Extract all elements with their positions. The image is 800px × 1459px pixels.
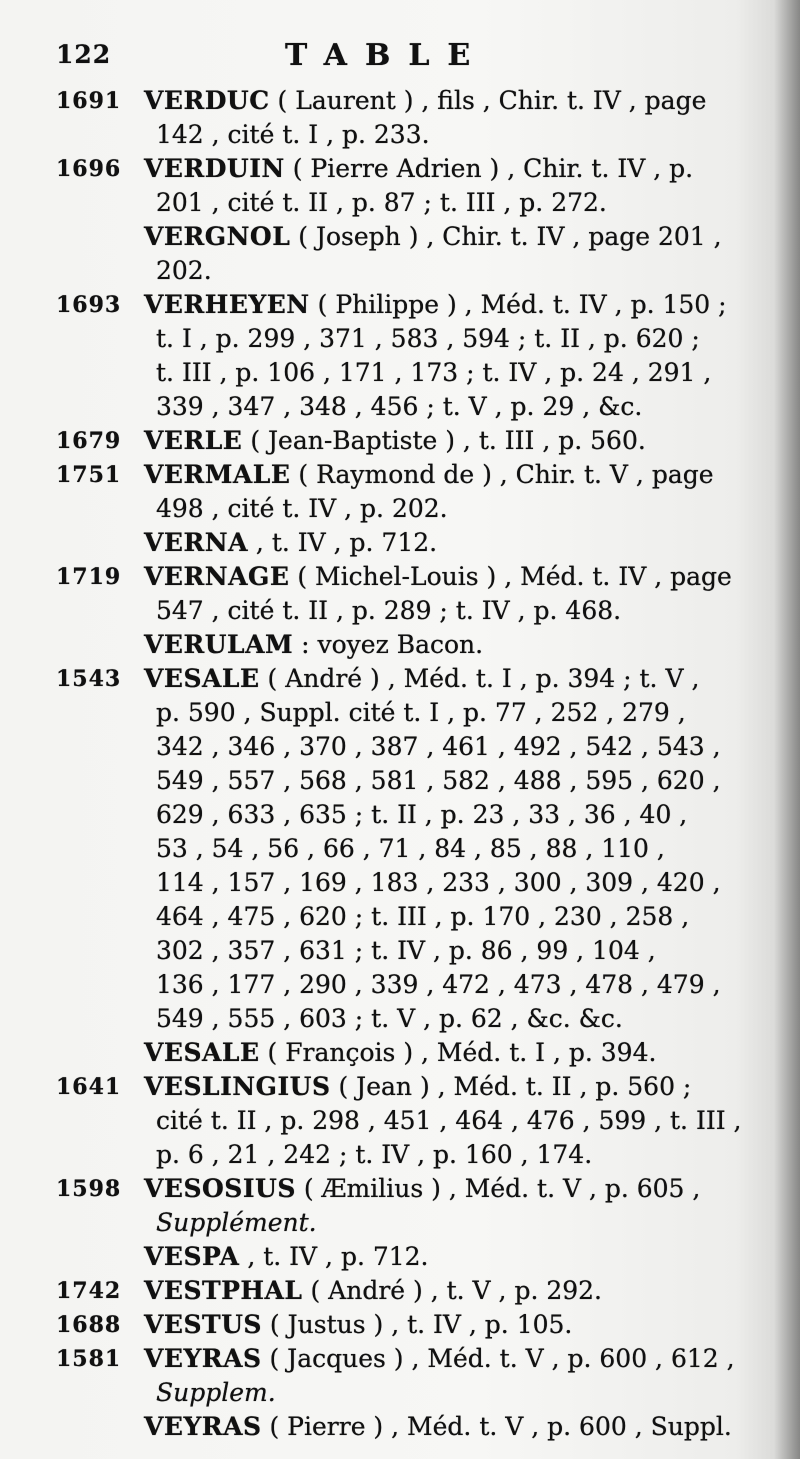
entry-line: [0, 662, 800, 696]
entry-name: VESPA: [144, 1242, 240, 1271]
entry-continuation: 201 , cité t. II , p. 87 ; t. III , p. 272.: [156, 188, 607, 217]
entry-year: 1641: [56, 1074, 122, 1100]
entry-first-line: [144, 288, 727, 322]
entry-continuation: 629 , 633 , 635 ; t. II , p. 23 , 33 , 36 , 40 ,: [156, 800, 688, 829]
entry-name: VERULAM: [144, 630, 294, 659]
entry-text: , t. IV , p. 712.: [247, 528, 438, 557]
index-entry: [0, 152, 800, 220]
entry-line: [0, 1240, 800, 1274]
entry-continuation: 549 , 555 , 603 ; t. V , p. 62 , &c. &c.: [156, 1004, 623, 1033]
entry-text: ( Pierre Adrien ) , Chir. t. IV , p.: [284, 154, 694, 183]
entry-line: [0, 1308, 800, 1342]
entry-continuation: 53 , 54 , 56 , 66 , 71 , 84 , 85 , 88 , 110 ,: [156, 834, 665, 863]
entry-line: [0, 356, 800, 390]
entry-name: VEYRAS: [144, 1412, 262, 1441]
entry-line: [0, 1070, 800, 1104]
entry-name: VERDUC: [144, 86, 270, 115]
entry-line: [0, 900, 800, 934]
entry-first-line: [144, 526, 437, 560]
entry-line: [0, 696, 800, 730]
entry-text: ( André ) , t. V , p. 292.: [302, 1276, 603, 1305]
entry-year: 1696: [56, 156, 122, 182]
entry-name: VERDUIN: [144, 154, 285, 183]
entry-year: 1688: [56, 1312, 122, 1338]
entry-name: VERLE: [144, 426, 243, 455]
entry-year: 1719: [56, 564, 122, 590]
entry-name: VESTPHAL: [144, 1276, 303, 1305]
index-entry: [0, 1070, 800, 1172]
entry-year: 1598: [56, 1176, 122, 1202]
entry-text: ( François ) , Méd. t. I , p. 394.: [259, 1038, 657, 1067]
entry-line: [0, 1410, 800, 1444]
entry-text: ( André ) , Méd. t. I , p. 394 ; t. V ,: [259, 664, 700, 693]
index-entry: [0, 220, 800, 288]
entry-line: [0, 1274, 800, 1308]
entry-continuation: 136 , 177 , 290 , 339 , 472 , 473 , 478 , 479 ,: [156, 970, 721, 999]
entry-line: [0, 1002, 800, 1036]
index-entry: [0, 288, 800, 424]
page-number: 122: [56, 40, 112, 69]
entry-name: VERMALE: [144, 460, 291, 489]
index-entry: [0, 424, 800, 458]
entry-first-line: [144, 424, 646, 458]
entry-continuation: 464 , 475 , 620 ; t. III , p. 170 , 230 , 258 ,: [156, 902, 690, 931]
index-entry: [0, 560, 800, 628]
entry-name: VERHEYEN: [144, 290, 310, 319]
entry-text: ( Æmilius ) , Méd. t. V , p. 605 ,: [295, 1174, 701, 1203]
index-entries: [0, 84, 800, 1444]
entry-name: VESALE: [144, 1038, 260, 1067]
entry-continuation: 339 , 347 , 348 , 456 ; t. V , p. 29 , &c.: [156, 392, 643, 421]
entry-continuation: 114 , 157 , 169 , 183 , 233 , 300 , 309 , 420 ,: [156, 868, 721, 897]
entry-text: ( Pierre ) , Méd. t. V , p. 600 , Suppl.: [261, 1412, 732, 1441]
entry-line: [0, 152, 800, 186]
entry-line: [0, 254, 800, 288]
entry-line: [0, 322, 800, 356]
entry-first-line: [144, 1172, 700, 1206]
entry-first-line: [144, 662, 699, 696]
entry-continuation: p. 590 , Suppl. cité t. I , p. 77 , 252 , 279 ,: [156, 698, 686, 727]
entry-name: VERNAGE: [144, 562, 290, 591]
entry-continuation: t. I , p. 299 , 371 , 583 , 594 ; t. II , p. 620 ;: [156, 324, 700, 353]
entry-line: [0, 730, 800, 764]
index-entry: [0, 84, 800, 152]
entry-line: [0, 628, 800, 662]
entry-continuation: Supplément.: [156, 1208, 317, 1237]
entry-line: [0, 1138, 800, 1172]
index-entry: [0, 458, 800, 526]
entry-first-line: [144, 152, 693, 186]
entry-year: 1751: [56, 462, 122, 488]
entry-continuation: 202.: [156, 256, 212, 285]
entry-first-line: [144, 1240, 429, 1274]
index-entry: [0, 628, 800, 662]
entry-line: [0, 560, 800, 594]
entry-continuation: t. III , p. 106 , 171 , 173 ; t. IV , p. 24 , 291 ,: [156, 358, 712, 387]
entry-line: [0, 84, 800, 118]
entry-name: VESTUS: [144, 1310, 262, 1339]
entry-line: [0, 968, 800, 1002]
entry-line: [0, 1342, 800, 1376]
entry-name: VESALE: [144, 664, 260, 693]
index-entry: [0, 1308, 800, 1342]
entry-text: ( Philippe ) , Méd. t. IV , p. 150 ;: [309, 290, 727, 319]
entry-text: : voyez Bacon.: [293, 630, 484, 659]
entry-line: [0, 220, 800, 254]
entry-first-line: [144, 1036, 656, 1070]
entry-line: [0, 1376, 800, 1410]
entry-line: [0, 764, 800, 798]
entry-year: 1679: [56, 428, 122, 454]
entry-line: [0, 390, 800, 424]
index-entry: [0, 526, 800, 560]
entry-line: [0, 424, 800, 458]
entry-first-line: [144, 1274, 602, 1308]
index-entry: [0, 1274, 800, 1308]
entry-continuation: 142 , cité t. I , p. 233.: [156, 120, 430, 149]
entry-continuation: Supplem.: [156, 1378, 276, 1407]
entry-year: 1581: [56, 1346, 122, 1372]
entry-name: VESOSIUS: [144, 1174, 296, 1203]
entry-line: [0, 832, 800, 866]
entry-line: [0, 458, 800, 492]
entry-continuation: 302 , 357 , 631 ; t. IV , p. 86 , 99 , 104 ,: [156, 936, 656, 965]
entry-text: ( Laurent ) , fils , Chir. t. IV , page: [269, 86, 707, 115]
index-entry: [0, 1172, 800, 1240]
entry-first-line: [144, 220, 722, 254]
entry-line: [0, 288, 800, 322]
entry-line: [0, 594, 800, 628]
entry-text: ( Michel-Louis ) , Méd. t. IV , page: [289, 562, 732, 591]
entry-first-line: [144, 628, 483, 662]
entry-first-line: [144, 458, 714, 492]
entry-first-line: [144, 84, 706, 118]
entry-line: [0, 934, 800, 968]
running-title: TABLE: [285, 38, 489, 73]
entry-continuation: 549 , 557 , 568 , 581 , 582 , 488 , 595 , 620 ,: [156, 766, 721, 795]
entry-line: [0, 186, 800, 220]
entry-continuation: p. 6 , 21 , 242 ; t. IV , p. 160 , 174.: [156, 1140, 593, 1169]
entry-name: VEYRAS: [144, 1344, 262, 1373]
entry-continuation: 498 , cité t. IV , p. 202.: [156, 494, 448, 523]
entry-line: [0, 1104, 800, 1138]
entry-year: 1543: [56, 666, 122, 692]
entry-text: ( Jean-Baptiste ) , t. III , p. 560.: [242, 426, 646, 455]
entry-text: ( Jean ) , Méd. t. II , p. 560 ;: [330, 1072, 692, 1101]
entry-continuation: 547 , cité t. II , p. 289 ; t. IV , p. 468.: [156, 596, 622, 625]
index-entry: [0, 1240, 800, 1274]
entry-line: [0, 526, 800, 560]
entry-text: ( Joseph ) , Chir. t. IV , page 201 ,: [290, 222, 722, 251]
entry-year: 1693: [56, 292, 122, 318]
entry-continuation: cité t. II , p. 298 , 451 , 464 , 476 , 599 , t. III ,: [156, 1106, 742, 1135]
entry-name: VERNA: [144, 528, 248, 557]
entry-line: [0, 118, 800, 152]
index-entry: [0, 1410, 800, 1444]
entry-name: VESLINGIUS: [144, 1072, 331, 1101]
entry-line: [0, 492, 800, 526]
entry-first-line: [144, 560, 732, 594]
entry-first-line: [144, 1308, 572, 1342]
entry-text: ( Jacques ) , Méd. t. V , p. 600 , 612 ,: [261, 1344, 735, 1373]
entry-first-line: [144, 1342, 735, 1376]
entry-name: VERGNOL: [144, 222, 291, 251]
index-entry: [0, 1036, 800, 1070]
index-entry: [0, 1342, 800, 1410]
entry-line: [0, 1172, 800, 1206]
entry-year: 1742: [56, 1278, 122, 1304]
entry-text: ( Raymond de ) , Chir. t. V , page: [290, 460, 714, 489]
entry-year: 1691: [56, 88, 122, 114]
entry-first-line: [144, 1070, 691, 1104]
entry-line: [0, 798, 800, 832]
entry-text: ( Justus ) , t. IV , p. 105.: [261, 1310, 573, 1339]
entry-text: , t. IV , p. 712.: [239, 1242, 429, 1271]
index-entry: [0, 662, 800, 1036]
entry-line: [0, 1036, 800, 1070]
entry-line: [0, 1206, 800, 1240]
page-header: [0, 40, 800, 80]
entry-line: [0, 866, 800, 900]
entry-continuation: 342 , 346 , 370 , 387 , 461 , 492 , 542 , 543 ,: [156, 732, 721, 761]
entry-first-line: [144, 1410, 732, 1444]
